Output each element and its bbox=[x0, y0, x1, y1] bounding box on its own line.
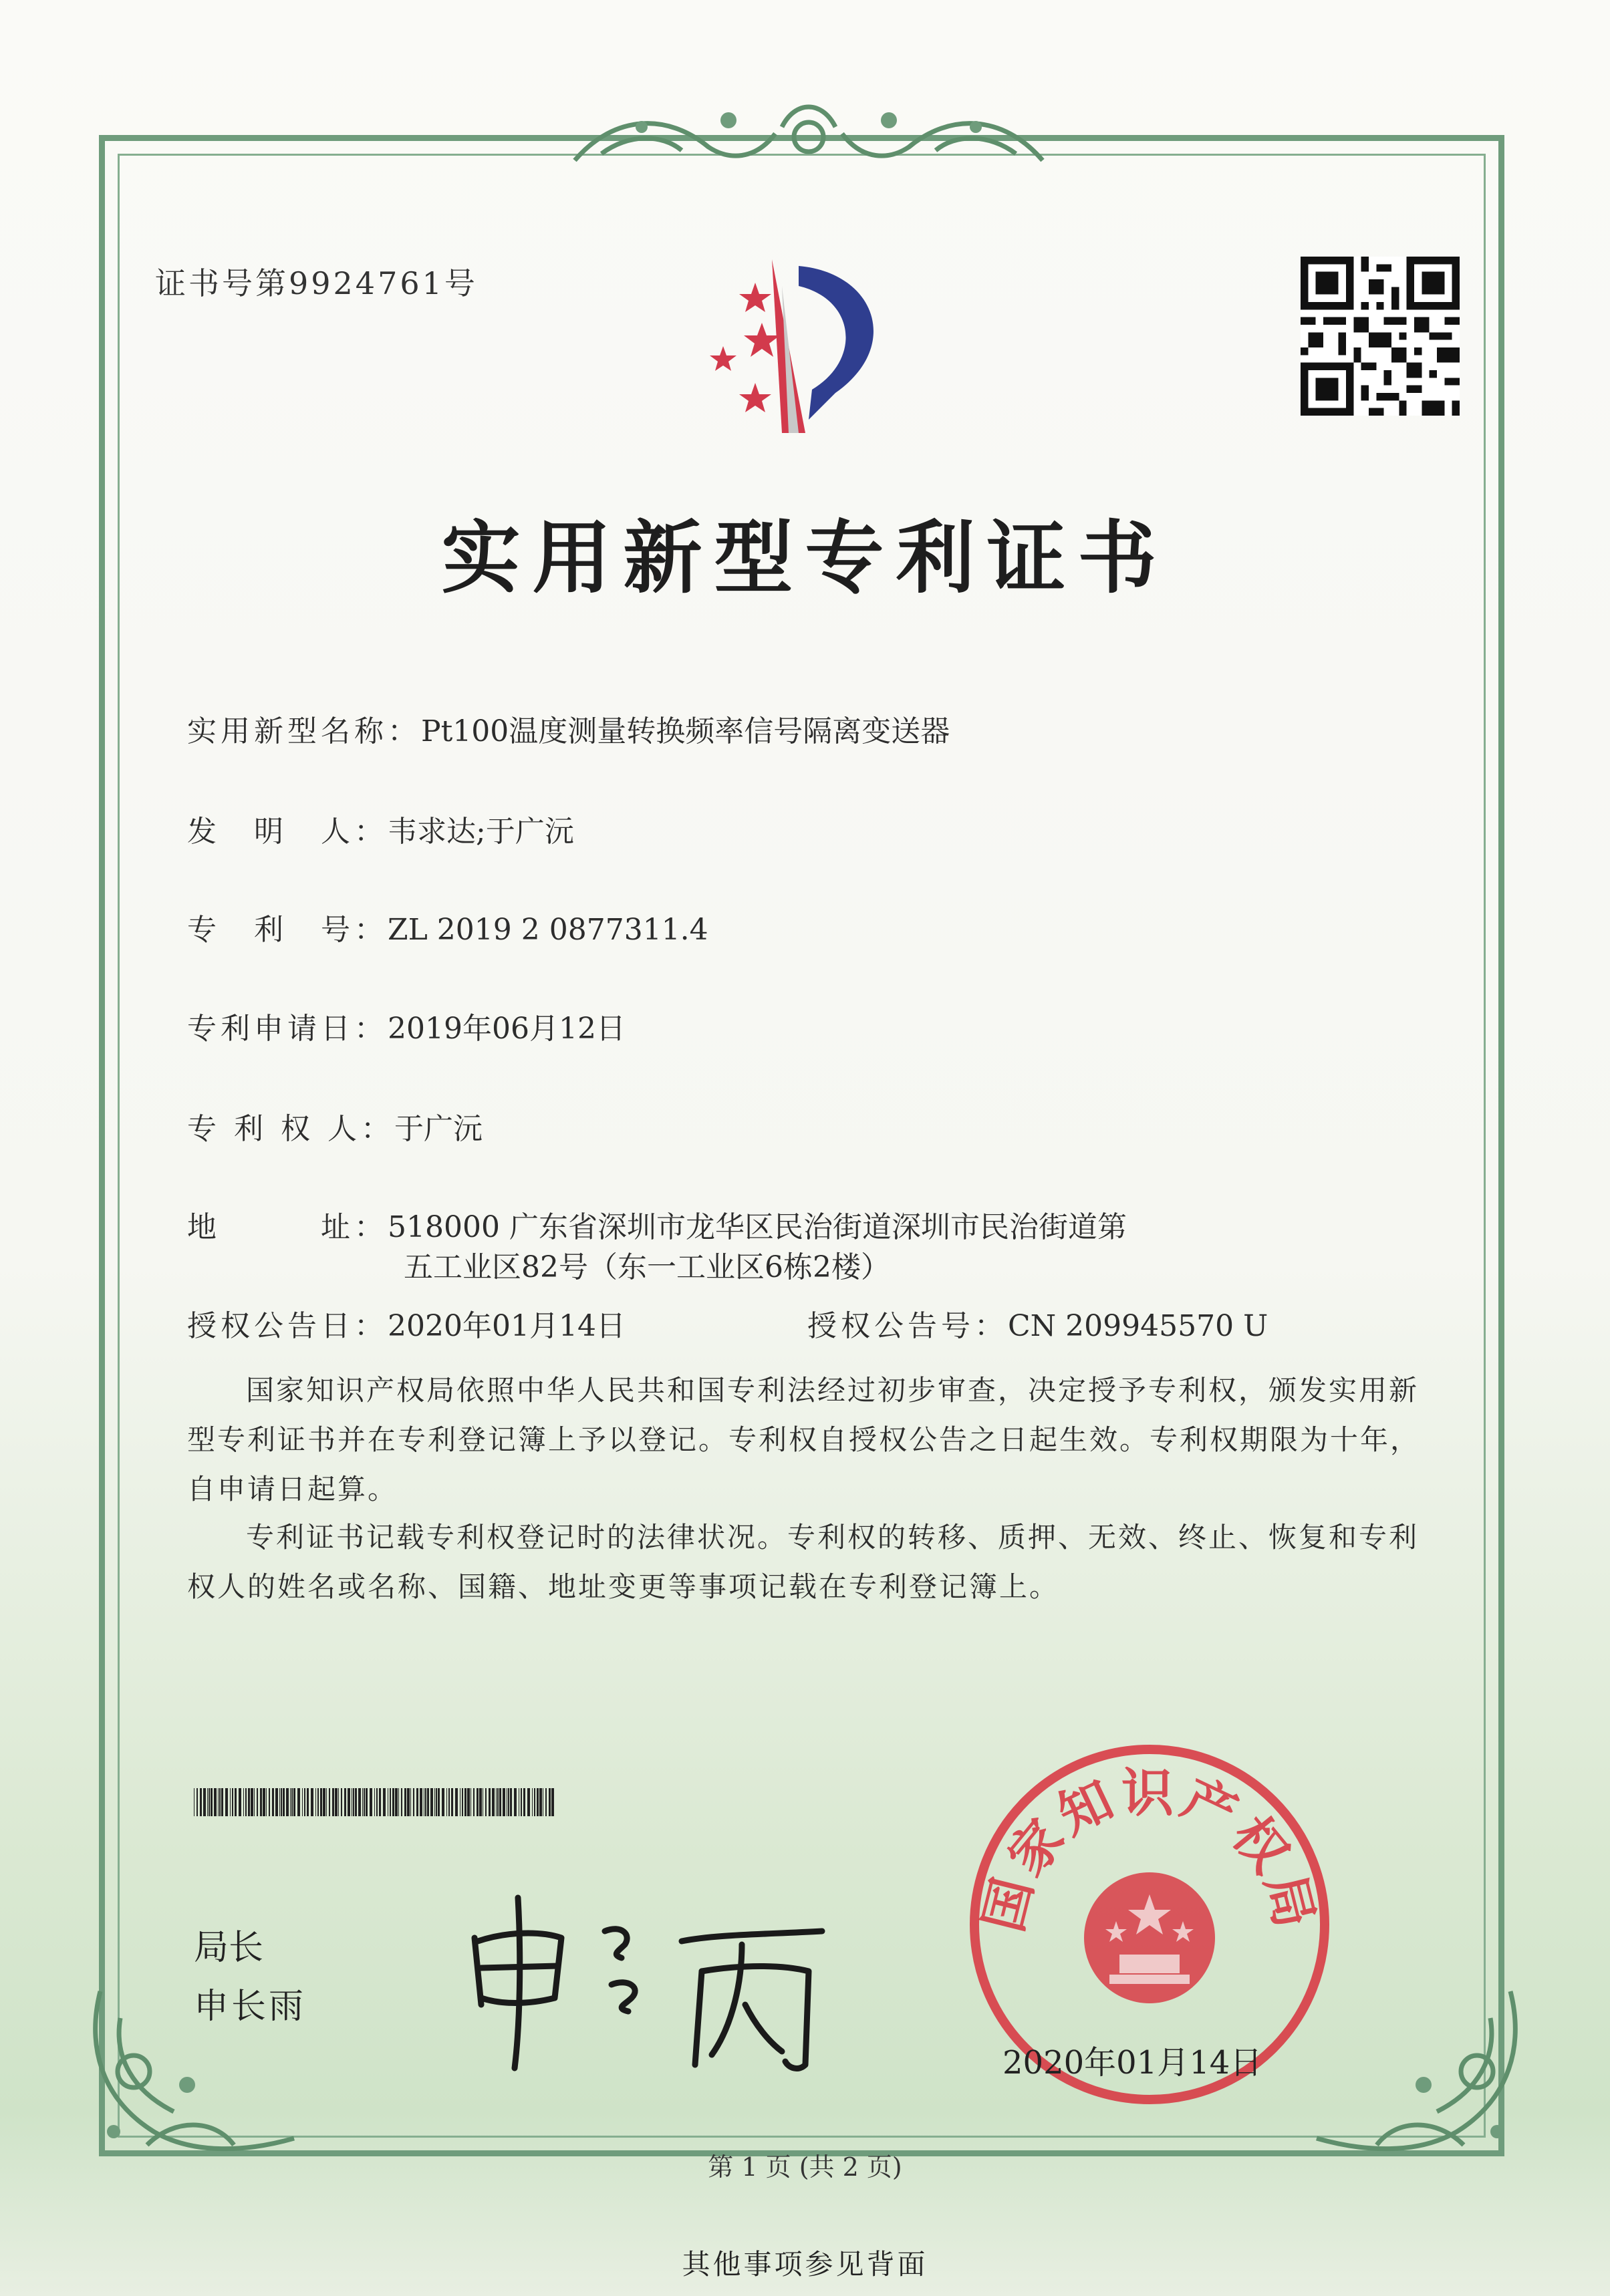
certificate-number: 证书号第9924761号 bbox=[155, 265, 478, 301]
field-value: 2020年01月14日 bbox=[388, 1309, 626, 1343]
field-grant-date bbox=[187, 1302, 626, 1344]
field-value: ZL 2019 2 0877311.4 bbox=[388, 913, 708, 947]
field-label: 实用新型名称： bbox=[187, 714, 421, 748]
footer-note: 其他事项参见背面 bbox=[682, 2248, 928, 2281]
top-ornament bbox=[561, 87, 1056, 174]
field-value: 518000 广东省深圳市龙华区民治街道深圳市民治街道第 bbox=[388, 1210, 1127, 1244]
field-address bbox=[187, 1203, 1127, 1246]
seal-text: 国家知识产权局 bbox=[973, 1763, 1326, 1938]
field-value: 于广沅 bbox=[394, 1112, 483, 1146]
seal-date: 2020年01月14日 bbox=[1002, 2044, 1262, 2082]
field-value: CN 209945570 U bbox=[1008, 1309, 1268, 1343]
certificate-title: 实用新型专利证书 bbox=[441, 512, 1169, 604]
field-label: 授权公告号： bbox=[807, 1309, 1008, 1343]
page-number: 第 1 页 (共 2 页) bbox=[708, 2152, 902, 2182]
director-name: 申长雨 bbox=[194, 1987, 307, 2027]
field-label: 地 址： bbox=[187, 1210, 388, 1244]
patent-office-logo bbox=[682, 246, 936, 446]
director-title: 局长 bbox=[194, 1928, 264, 1968]
field-label: 专利申请日： bbox=[187, 1012, 388, 1046]
field-value: 2019年06月12日 bbox=[388, 1012, 626, 1046]
barcode bbox=[194, 1788, 555, 1816]
field-utility-model-name bbox=[187, 707, 950, 750]
field-label: 授权公告日： bbox=[187, 1309, 388, 1343]
field-patent-number bbox=[187, 905, 708, 948]
field-inventor bbox=[187, 807, 574, 850]
field-label: 专 利 号： bbox=[187, 913, 388, 947]
field-label: 专 利 权 人： bbox=[187, 1112, 394, 1146]
qr-code bbox=[1301, 257, 1460, 416]
field-value: Pt100温度测量转换频率信号隔离变送器 bbox=[421, 714, 950, 748]
notice-paragraph-1: 国家知识产权局依照中华人民共和国专利法经过初步审查，决定授予专利权，颁发实用新型专利证书并在专利登记簿上予以登记。专利权自授权公告之日起生效。专利权期限为十年，自申请日起算。 bbox=[187, 1374, 1421, 1505]
field-value: 韦求达;于广沅 bbox=[388, 815, 574, 849]
director-signature bbox=[461, 1878, 835, 2078]
field-address-line2: 五工业区82号（东一工业区6栋2楼） bbox=[404, 1250, 890, 1284]
field-grant-number bbox=[807, 1302, 1268, 1344]
field-application-date bbox=[187, 1004, 626, 1047]
notice-paragraph-2: 专利证书记载专利权登记时的法律状况。专利权的转移、质押、无效、终止、恢复和专利权人的姓名或名称、国籍、地址变更等事项记载在专利登记簿上。 bbox=[187, 1521, 1420, 1603]
field-patentee bbox=[187, 1105, 483, 1147]
field-label: 发 明 人： bbox=[187, 815, 388, 849]
